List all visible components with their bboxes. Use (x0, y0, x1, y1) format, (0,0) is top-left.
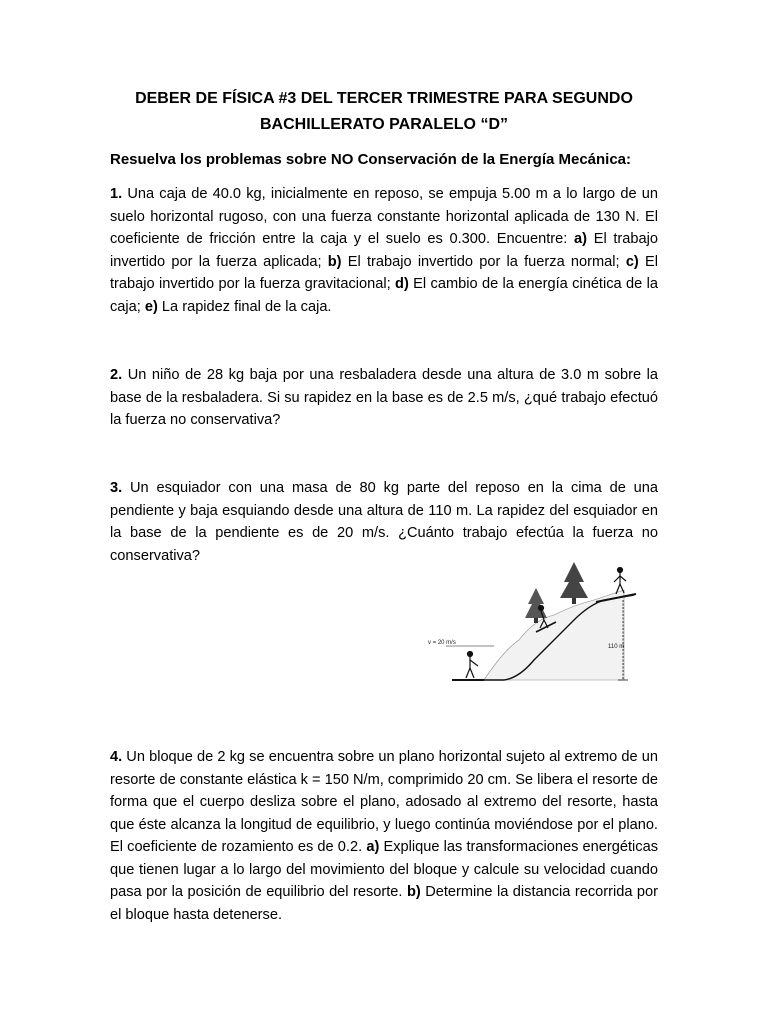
problem-3 (110, 477, 658, 567)
problem-4 (110, 746, 658, 926)
part-text: El trabajo invertido por la fuerza normal; (341, 253, 626, 270)
problem-text: Una caja de 40.0 kg, inicialmente en reposo, se empuja 5.00 m a lo largo de un suelo horizontal rugoso, con una fuerza constante horizontal aplicada de 130 N. El coeficiente de fricción entre la caja y el suelo es 0.300. Encuentre: (110, 186, 658, 247)
problem-text: Un bloque de 2 kg se encuentra sobre un plano horizontal sujeto al extremo de un resorte de constante elástica k = 150 N/m, comprimido 20 cm. Se libera el resorte de forma que el cuerpo desliza sobre el plano, adosado al extremo del resorte, hasta que éste alcanza la longitud de equilibrio, y luego continúa moviéndose por el plano. El coeficiente de rozamiento es de 0.2. (110, 749, 658, 855)
hill-shape (484, 590, 624, 680)
problem-1 (110, 183, 658, 318)
title-line-1: DEBER DE FÍSICA #3 DEL TERCER TRIMESTRE PARA SEGUNDO (135, 90, 633, 107)
problem-number: 2. (110, 367, 123, 383)
part-text: Determine la distancia recorrida por el bloque hasta detenerse. (110, 884, 659, 923)
tree-icon (560, 562, 588, 604)
problem-2 (110, 364, 658, 432)
part-label: c) (625, 253, 639, 270)
part-label: b) (327, 253, 342, 270)
problem-number: 1. (110, 186, 123, 202)
part-text: Explique las transformaciones energéticas que tienen lugar a lo largo del movimiento del bloque y calcule su velocidad cuando pasa por la posición de equilibrio del resorte. (110, 839, 658, 900)
part-text: El trabajo invertido por la fuerza aplicada; (110, 231, 658, 270)
part-text: El cambio de la energía cinética de la caja; (110, 276, 658, 315)
speed-label: v = 20 m/s (428, 640, 456, 646)
document-title (110, 86, 658, 138)
part-text: La rapidez final de la caja. (157, 298, 332, 315)
part-label: a) (574, 231, 588, 247)
problem-text: Un niño de 28 kg baja por una resbaladera desde una altura de 3.0 m sobre la base de la resbaladera. Si su rapidez en la base es de 2.5 m/s, ¿qué trabajo efectuó la fuerza no conservativa? (110, 367, 658, 428)
part-label: b) (406, 884, 421, 900)
height-label: 110 m (608, 644, 625, 650)
part-text: El trabajo invertido por la fuerza gravitacional; (110, 253, 659, 292)
skier-bottom-icon (452, 652, 484, 681)
problem-text: Un esquiador con una masa de 80 kg parte del reposo en la cima de una pendiente y baja esquiando desde una altura de 110 m. La rapidez del esquiador en la base de la pendiente es de 20 m/s. ¿Cuánto trabajo efectúa la fuerza no conservativa? (110, 480, 658, 564)
part-label: d) (395, 276, 409, 292)
skier-slope-figure (424, 560, 644, 686)
instructions: Resuelva los problemas sobre NO Conservación de la Energía Mecánica: (110, 151, 632, 168)
part-label: a) (366, 839, 380, 855)
title-line-2: BACHILLERATO PARALELO “D” (260, 116, 508, 133)
problem-number: 4. (110, 749, 123, 765)
problem-number: 3. (110, 480, 123, 496)
part-label: e) (144, 298, 158, 315)
